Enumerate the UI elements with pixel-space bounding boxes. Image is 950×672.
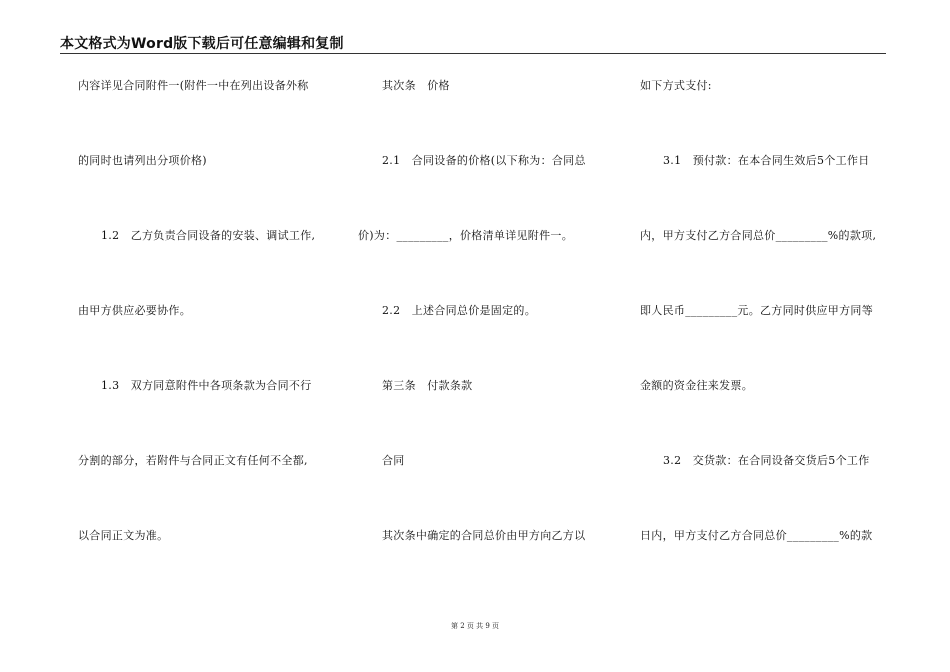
text-line: 由甲方供应必要协作。	[78, 304, 191, 317]
text-line: 其次条中确定的合同总价由甲方向乙方以	[382, 529, 586, 542]
text-line: 内，甲方支付乙方合同总价_________%的款项,	[640, 229, 877, 242]
text-line: 价)为：_________，价格清单详见附件一。	[358, 229, 573, 242]
text-line: 合同	[382, 454, 405, 467]
section-heading: 第三条 付款条款	[382, 379, 473, 392]
text-line: 金额的资金往来发票。	[640, 379, 753, 392]
text-line: 3.1 预付款：在本合同生效后5个工作日	[663, 154, 870, 167]
text-line: 即人民币_________元。乙方同时供应甲方同等	[640, 304, 873, 317]
text-line: 日内，甲方支付乙方合同总价_________%的款	[640, 529, 873, 542]
document-header: 本文格式为Word版下载后可任意编辑和复制	[60, 36, 344, 52]
text-line: 1.2 乙方负责合同设备的安装、调试工作,	[101, 229, 316, 242]
header-divider	[60, 53, 886, 54]
text-line: 内容详见合同附件一(附件一中在列出设备外称	[78, 79, 309, 92]
text-line: 2.2 上述合同总价是固定的。	[382, 304, 536, 317]
text-line: 以合同正文为准。	[78, 529, 169, 542]
page-number: 第 2 页 共 9 页	[450, 622, 500, 630]
text-line: 如下方式支付:	[640, 79, 712, 92]
text-line: 的同时也请列出分项价格)	[78, 154, 207, 167]
section-heading: 其次条 价格	[382, 79, 450, 92]
text-line: 3.2 交货款：在合同设备交货后5个工作	[663, 454, 870, 467]
text-line: 分割的部分，若附件与合同正文有任何不全都,	[78, 454, 308, 467]
text-line: 1.3 双方同意附件中各项条款为合同不行	[101, 379, 312, 392]
text-line: 2.1 合同设备的价格(以下称为：合同总	[382, 154, 586, 167]
